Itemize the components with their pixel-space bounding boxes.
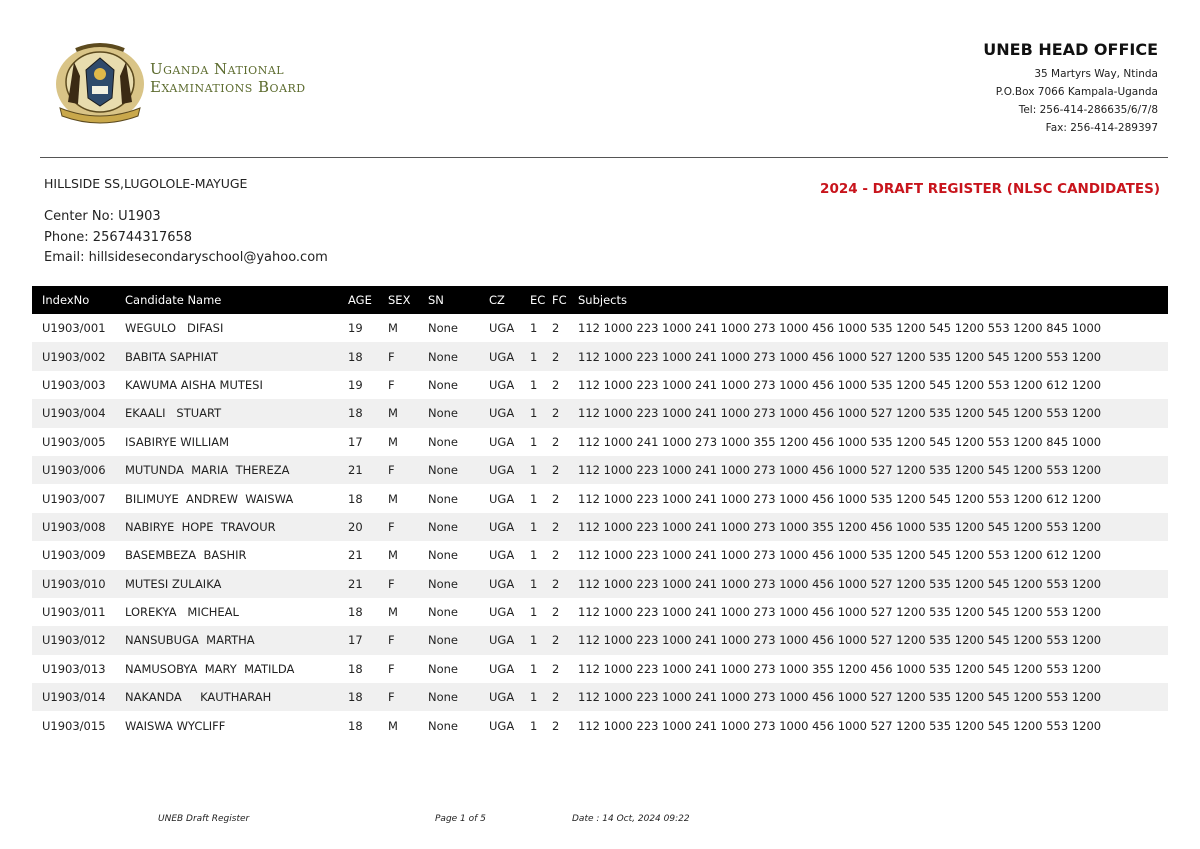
cell-name: ISABIRYE WILLIAM [125,434,230,449]
cell-indexno: U1903/001 [42,321,106,336]
cell-sex: F [388,633,395,648]
cell-cz: UGA [489,321,515,336]
phone-line [44,228,328,249]
candidates-table [32,286,1168,740]
cell-subjects: 112 1000 241 1000 273 1000 355 1200 456 1000 535 1200 545 1200 553 1200 845 1000 [578,434,1102,449]
cell-subjects: 112 1000 223 1000 241 1000 273 1000 456 1000 527 1200 535 1200 545 1200 553 1200 [578,349,1102,364]
cell-subjects: 112 1000 223 1000 241 1000 273 1000 456 1000 527 1200 535 1200 545 1200 553 1200 [578,690,1102,705]
cell-fc: 2 [552,321,560,336]
cell-sex: F [388,661,395,676]
cell-cz: UGA [489,718,515,733]
cell-sex: F [388,519,395,534]
center-no-line [44,207,328,228]
org-name-line1: Uganda National [150,60,285,78]
footer-page: Page 1 of 5 [435,814,486,824]
cell-subjects: 112 1000 223 1000 241 1000 273 1000 456 1000 535 1200 545 1200 553 1200 612 1200 [578,377,1102,392]
cell-ec: 1 [530,633,538,648]
cell-ec: 1 [530,406,538,421]
cell-name: NAMUSOBYA MARY MATILDA [125,661,295,676]
cell-subjects: 112 1000 223 1000 241 1000 273 1000 456 1000 527 1200 535 1200 545 1200 553 1200 [578,633,1102,648]
email-value: hillsidesecondaryschool@yahoo.com [88,250,328,265]
cell-fc: 2 [552,377,560,392]
table-header-row [32,286,1168,314]
col-header-ec: EC [530,293,546,307]
office-fax: Fax: 256-414-289397 [1045,122,1158,134]
cell-fc: 2 [552,718,560,733]
cell-ec: 1 [530,491,538,506]
footer-title: UNEB Draft Register [158,814,250,824]
cell-subjects: 112 1000 223 1000 241 1000 273 1000 456 1000 535 1200 545 1200 553 1200 845 1000 [578,321,1102,336]
col-header-name: Candidate Name [125,293,222,307]
cell-name: WEGULO DIFASI [125,321,224,336]
cell-indexno: U1903/011 [42,605,106,620]
cell-cz: UGA [489,661,515,676]
cell-sn: None [428,406,459,421]
cell-indexno: U1903/007 [42,491,106,506]
cell-age: 17 [348,633,363,648]
cell-sn: None [428,605,459,620]
cell-cz: UGA [489,463,515,478]
office-po-box: P.O.Box 7066 Kampala-Uganda [995,86,1158,98]
cell-indexno: U1903/015 [42,718,106,733]
org-name [150,60,306,96]
cell-fc: 2 [552,491,560,506]
cell-sex: M [388,548,398,563]
cell-sn: None [428,349,459,364]
center-no-label: Center No: [44,209,114,224]
table-row [32,598,1168,626]
table-row [32,541,1168,569]
cell-ec: 1 [530,463,538,478]
cell-age: 17 [348,434,363,449]
cell-sex: M [388,605,398,620]
cell-indexno: U1903/009 [42,548,106,563]
table-row [32,371,1168,399]
report-title: 2024 - DRAFT REGISTER (NLSC CANDIDATES) [820,181,1160,197]
cell-age: 21 [348,463,363,478]
cell-subjects: 112 1000 223 1000 241 1000 273 1000 456 1000 535 1200 545 1200 553 1200 612 1200 [578,548,1102,563]
col-header-sn: SN [428,293,444,307]
cell-ec: 1 [530,690,538,705]
cell-fc: 2 [552,605,560,620]
table-row [32,342,1168,370]
cell-cz: UGA [489,406,515,421]
cell-sex: F [388,576,395,591]
cell-ec: 1 [530,321,538,336]
cell-name: LOREKYA MICHEAL [125,605,239,620]
cell-fc: 2 [552,548,560,563]
cell-fc: 2 [552,576,560,591]
cell-subjects: 112 1000 223 1000 241 1000 273 1000 456 1000 527 1200 535 1200 545 1200 553 1200 [578,605,1102,620]
cell-fc: 2 [552,349,560,364]
table-row [32,484,1168,512]
cell-sn: None [428,548,459,563]
cell-subjects: 112 1000 223 1000 241 1000 273 1000 355 1200 456 1000 535 1200 545 1200 553 1200 [578,519,1102,534]
cell-age: 18 [348,718,363,733]
table-row [32,626,1168,654]
cell-cz: UGA [489,519,515,534]
cell-ec: 1 [530,718,538,733]
center-no-value: U1903 [118,209,161,224]
cell-name: NANSUBUGA MARTHA [125,633,255,648]
cell-age: 19 [348,321,363,336]
cell-sex: F [388,463,395,478]
cell-subjects: 112 1000 223 1000 241 1000 273 1000 456 1000 527 1200 535 1200 545 1200 553 1200 [578,406,1102,421]
cell-name: WAISWA WYCLIFF [125,718,226,733]
cell-indexno: U1903/013 [42,661,106,676]
cell-name: MUTESI ZULAIKA [125,576,222,591]
cell-sex: M [388,491,398,506]
cell-indexno: U1903/014 [42,690,106,705]
cell-ec: 1 [530,349,538,364]
table-row [32,683,1168,711]
col-header-fc: FC [552,293,567,307]
cell-age: 18 [348,605,363,620]
cell-subjects: 112 1000 223 1000 241 1000 273 1000 456 1000 535 1200 545 1200 553 1200 612 1200 [578,491,1102,506]
cell-sn: None [428,434,459,449]
col-header-subjects: Subjects [578,293,627,307]
header-divider [40,157,1168,158]
cell-ec: 1 [530,548,538,563]
cell-name: EKAALI STUART [125,406,222,421]
cell-cz: UGA [489,491,515,506]
cell-fc: 2 [552,690,560,705]
cell-sex: F [388,349,395,364]
table-row [32,456,1168,484]
cell-name: MUTUNDA MARIA THEREZA [125,463,290,478]
cell-subjects: 112 1000 223 1000 241 1000 273 1000 456 1000 527 1200 535 1200 545 1200 553 1200 [578,576,1102,591]
table-row [32,314,1168,342]
cell-sn: None [428,576,459,591]
cell-indexno: U1903/012 [42,633,106,648]
footer-date: Date : 14 Oct, 2024 09:22 [572,814,690,824]
table-row [32,570,1168,598]
cell-sn: None [428,690,459,705]
cell-ec: 1 [530,519,538,534]
cell-age: 18 [348,406,363,421]
center-info [44,207,328,269]
cell-sn: None [428,718,459,733]
cell-ec: 1 [530,377,538,392]
cell-cz: UGA [489,377,515,392]
cell-age: 21 [348,576,363,591]
cell-sex: M [388,718,398,733]
cell-sn: None [428,633,459,648]
cell-fc: 2 [552,519,560,534]
cell-age: 18 [348,491,363,506]
cell-age: 19 [348,377,363,392]
cell-sex: F [388,690,395,705]
cell-ec: 1 [530,434,538,449]
email-line [44,248,328,269]
cell-indexno: U1903/003 [42,377,106,392]
cell-cz: UGA [489,576,515,591]
cell-sn: None [428,321,459,336]
cell-cz: UGA [489,605,515,620]
cell-fc: 2 [552,661,560,676]
col-header-age: AGE [348,293,372,307]
cell-subjects: 112 1000 223 1000 241 1000 273 1000 456 1000 527 1200 535 1200 545 1200 553 1200 [578,718,1102,733]
cell-name: NABIRYE HOPE TRAVOUR [125,519,276,534]
cell-indexno: U1903/005 [42,434,106,449]
cell-cz: UGA [489,690,515,705]
table-row [32,513,1168,541]
col-header-sex: SEX [388,293,411,307]
head-office-block [983,40,1158,137]
cell-name: KAWUMA AISHA MUTESI [125,377,263,392]
cell-sn: None [428,463,459,478]
office-tel: Tel: 256-414-286635/6/7/8 [1018,104,1158,116]
col-header-cz: CZ [489,293,505,307]
phone-value: 256744317658 [92,229,193,245]
cell-name: BILIMUYE ANDREW WAISWA [125,491,294,506]
cell-name: BABITA SAPHIAT [125,349,219,364]
cell-subjects: 112 1000 223 1000 241 1000 273 1000 456 1000 527 1200 535 1200 545 1200 553 1200 [578,463,1102,478]
cell-indexno: U1903/010 [42,576,106,591]
cell-sn: None [428,491,459,506]
cell-sn: None [428,519,459,534]
cell-indexno: U1903/002 [42,349,106,364]
cell-sex: M [388,434,398,449]
email-label: Email: [44,250,85,265]
cell-cz: UGA [489,548,515,563]
cell-name: NAKANDA KAUTHARAH [125,690,272,705]
table-row [32,428,1168,456]
table-row [32,399,1168,427]
cell-sex: M [388,321,398,336]
cell-cz: UGA [489,349,515,364]
cell-indexno: U1903/008 [42,519,106,534]
office-title: UNEB HEAD OFFICE [983,40,1158,59]
cell-indexno: U1903/006 [42,463,106,478]
cell-ec: 1 [530,661,538,676]
cell-sn: None [428,377,459,392]
org-name-line2: Examinations Board [150,78,306,96]
col-header-indexno: IndexNo [42,293,90,307]
table-row [32,711,1168,739]
cell-name: BASEMBEZA BASHIR [125,548,247,563]
cell-sn: None [428,661,459,676]
table-row [32,655,1168,683]
cell-age: 18 [348,349,363,364]
cell-cz: UGA [489,633,515,648]
cell-age: 18 [348,661,363,676]
cell-age: 20 [348,519,363,534]
cell-ec: 1 [530,605,538,620]
uneb-logo [50,42,150,126]
cell-age: 21 [348,548,363,563]
cell-age: 18 [348,690,363,705]
cell-indexno: U1903/004 [42,406,106,421]
school-name: HILLSIDE SS,LUGOLOLE-MAYUGE [44,176,248,191]
cell-fc: 2 [552,633,560,648]
cell-fc: 2 [552,463,560,478]
cell-fc: 2 [552,406,560,421]
cell-ec: 1 [530,576,538,591]
cell-sex: F [388,377,395,392]
cell-fc: 2 [552,434,560,449]
office-address: 35 Martyrs Way, Ntinda [1034,68,1158,80]
cell-cz: UGA [489,434,515,449]
cell-subjects: 112 1000 223 1000 241 1000 273 1000 355 1200 456 1000 535 1200 545 1200 553 1200 [578,661,1102,676]
cell-sex: M [388,406,398,421]
phone-label: Phone: [44,229,89,245]
